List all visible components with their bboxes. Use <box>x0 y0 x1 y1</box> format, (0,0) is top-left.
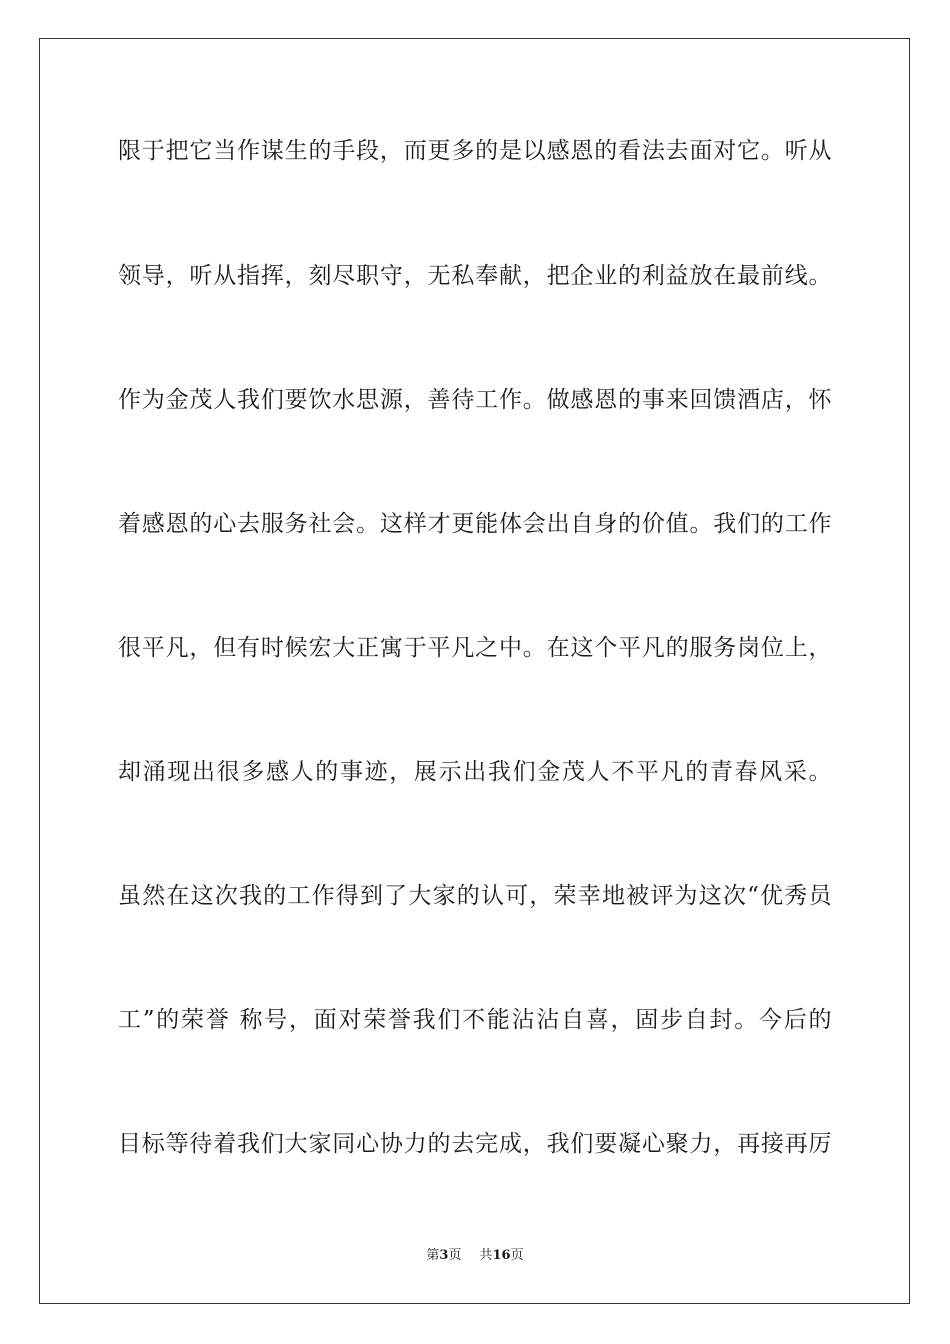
text-line-7: 虽然在这次我的工作得到了大家的认可，荣幸地被评为这次“优秀员 <box>118 883 832 909</box>
total-suffix: 页 <box>510 1248 524 1263</box>
text-line-6: 却涌现出很多感人的事迹，展示出我们金茂人不平凡的青春风采。 <box>118 759 832 785</box>
total-pages: 16 <box>492 1248 511 1263</box>
page-prefix: 第 <box>426 1248 440 1263</box>
total-prefix: 共 <box>479 1248 493 1263</box>
page-number: 3 <box>439 1248 449 1263</box>
text-line-1: 限于把它当作谋生的手段，而更多的是以感恩的看法去面对它。听从 <box>118 138 832 164</box>
text-line-8: 工”的荣誉 称号，面对荣誉我们不能沾沾自喜，固步自封。今后的 <box>118 1007 832 1033</box>
text-line-5: 很平凡，但有时候宏大正寓于平凡之中。在这个平凡的服务岗位上， <box>118 635 832 661</box>
text-line-4: 着感恩的心去服务社会。这样才更能体会出自身的价值。我们的工作 <box>118 511 832 537</box>
page-footer <box>0 1246 950 1266</box>
text-line-2: 领导，听从指挥，刻尽职守，无私奉献，把企业的利益放在最前线。 <box>118 263 832 289</box>
page-border <box>39 38 910 1304</box>
text-line-3: 作为金茂人我们要饮水思源，善待工作。做感恩的事来回馈酒店，怀 <box>118 387 832 413</box>
page-suffix: 页 <box>448 1248 462 1263</box>
text-line-9: 目标等待着我们大家同心协力的去完成，我们要凝心聚力，再接再厉 <box>118 1131 832 1157</box>
